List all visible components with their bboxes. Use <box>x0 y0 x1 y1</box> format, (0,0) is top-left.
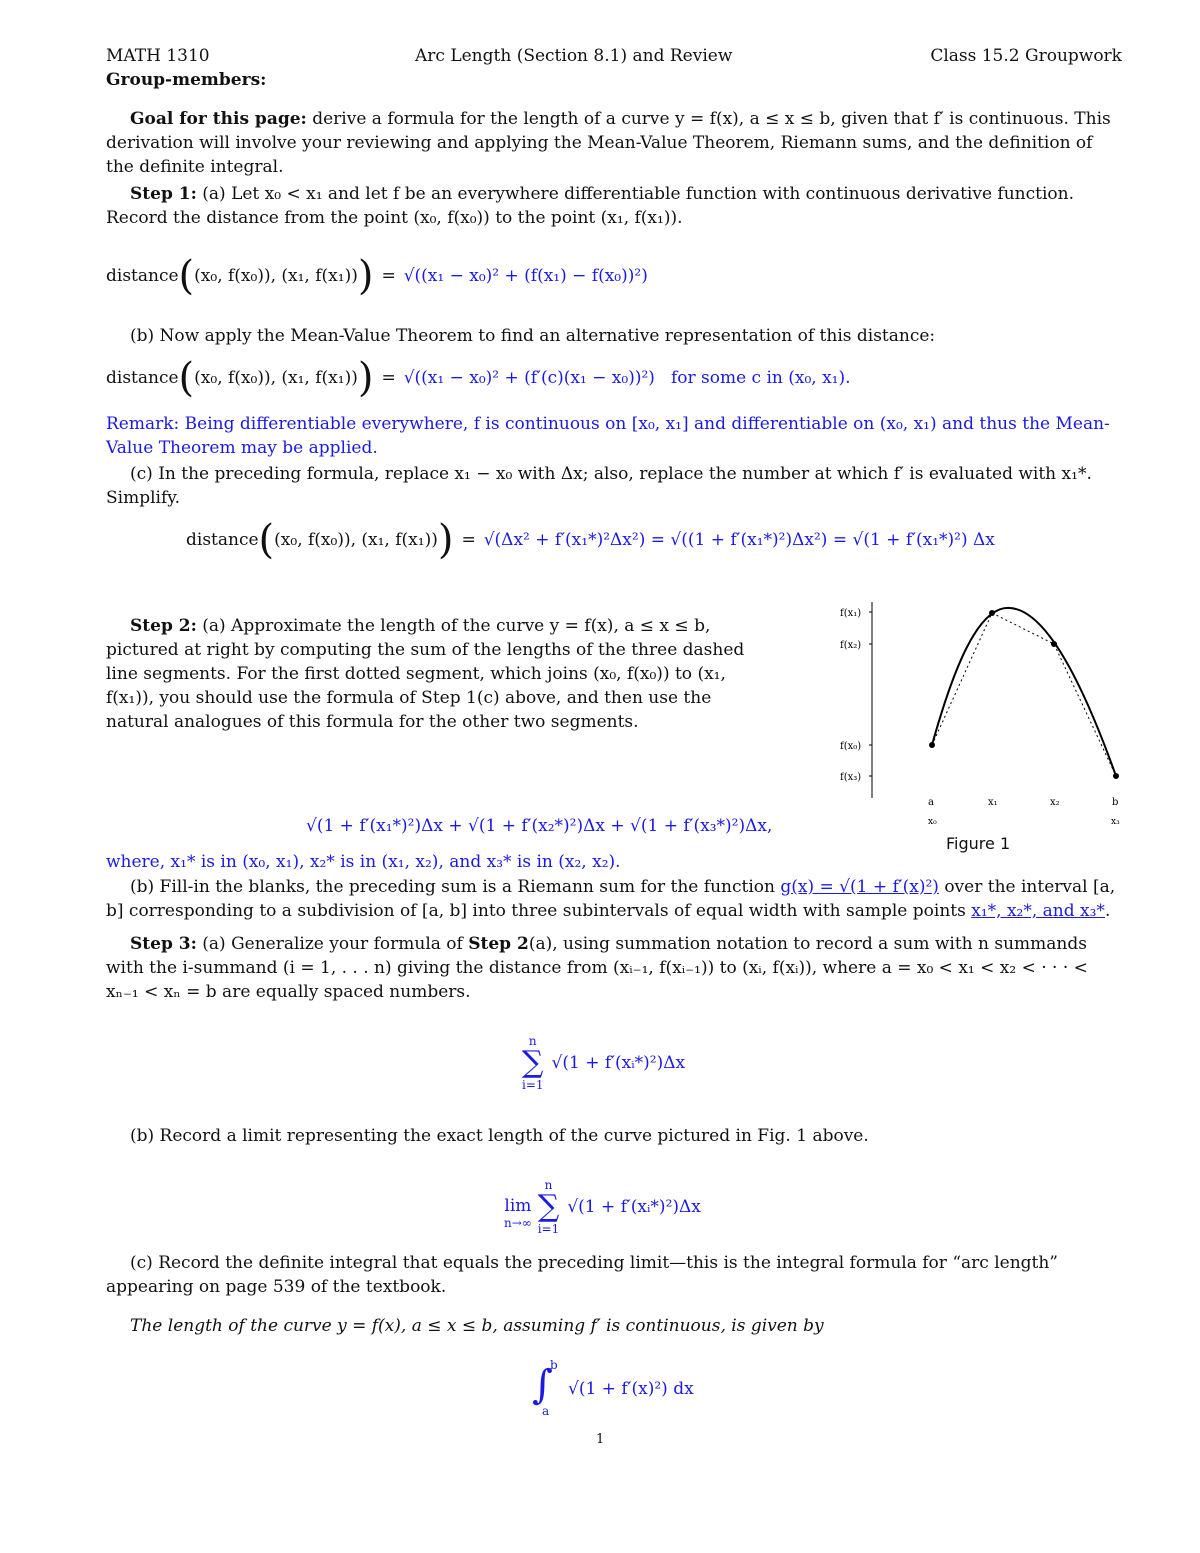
step2-b-func: g(x) = √(1 + f′(x)²) <box>780 877 939 897</box>
x-label-b: b <box>1112 797 1119 808</box>
step3-c-label: (c) Record the definite integral that equals the preceding limit—this is the integral formula for “arc length” appearing on page 539 of the textbook. <box>106 1253 1058 1297</box>
step1-b-answer: √((x₁ − x₀)² + (f′(c)(x₁ − x₀))²) <box>403 368 655 388</box>
step3-a-sum <box>522 1034 685 1092</box>
distance-word: distance <box>106 266 179 286</box>
step1-c-answer: √(Δx² + f′(x₁*)²Δx²) = √((1 + f′(x₁*)²)Δx²) = √(1 + f′(x₁*)²) Δx <box>483 530 995 550</box>
points-text: (x₀, f(x₀)), (x₁, f(x₁)) <box>274 530 438 550</box>
distance-word: distance <box>186 530 259 550</box>
step1-c-label: (c) In the preceding formula, replace x₁ − x₀ with Δx; also, replace the number at which f′ is evaluated with x₁*. Simplify. <box>106 464 1092 508</box>
page-number: 1 <box>596 1432 605 1447</box>
step2-b-points: x₁*, x₂*, and x₃* <box>971 901 1105 921</box>
step1-b-text <box>106 324 1122 348</box>
sum-symbol: n ∑ i=1 <box>522 1034 544 1092</box>
figure-caption: Figure 1 <box>946 834 1011 853</box>
step1-a-text: (a) Let x₀ < x₁ and let f be an everywhere differentiable function with continuous derivative function. Record the distance from the point (x₀, f(x₀)) to the point (x₁, f(x₁)). <box>106 184 1075 228</box>
step3-c-text <box>106 1251 1122 1299</box>
step2-label: Step 2: <box>130 616 197 636</box>
step3-a-paragraph <box>106 932 1122 1004</box>
dashed-segments <box>932 613 1116 776</box>
x-label-x1: x₁ <box>988 797 998 808</box>
step3-a-bold: Step 2 <box>468 934 529 954</box>
step1-a-formula: distance ( (x₀, f(x₀)), (x₁, f(x₁)) ) = √((x₁ − x₀)² + (f(x₁) − f(x₀))²) <box>106 253 648 299</box>
class-label: Class 15.2 Groupwork <box>930 46 1122 66</box>
point-x2 <box>1051 641 1057 647</box>
page-title: Arc Length (Section 8.1) and Review <box>415 46 733 66</box>
sum-top: n <box>528 1034 537 1048</box>
distance-word: distance <box>106 368 179 388</box>
sum-body: √(1 + f′(xᵢ*)²)Δx <box>551 1053 686 1073</box>
arc-length-integral <box>530 1358 694 1418</box>
step1-remark: Remark: Being differentiable everywhere, f is continuous on [x₀, x₁] and differentiable on (x₀, x₁) and thus the Mean-Value Theorem may be applied. <box>106 414 1110 458</box>
step3-a-text-2: (a), using summation notation to record a sum with n summands with the i-summand (i = 1, . . . n) giving the distance from (xᵢ₋₁, f(xᵢ₋₁)) to (xᵢ, f(xᵢ)), where a = x₀ < x₁ < x₂ < · · · < xₙ₋₁ < xₙ = b are equally spaced numbers. <box>106 934 1088 1002</box>
x-label-x3: x₃ <box>1111 817 1120 827</box>
step2-where: where, x₁* is in (x₀, x₁), x₂* is in (x₁, x₂), and x₃* is in (x₂, x₂). <box>106 852 621 872</box>
goal-text: derive a formula for the length of a curve y = f(x), a ≤ x ≤ b, given that f′ is continuous. This derivation will involve your reviewing and applying the Mean-Value Theorem, Riemann sums, and the definition of the definite integral. <box>106 109 1111 177</box>
step1-c-formula: distance ( (x₀, f(x₀)), (x₁, f(x₁)) ) = √(Δx² + f′(x₁*)²Δx²) = √((1 + f′(x₁*)²)Δx²) = √(1 + f′(x₁*)²) Δx <box>186 517 995 563</box>
step2-a-answer: √(1 + f′(x₁*)²)Δx + √(1 + f′(x₂*)²)Δx + √(1 + f′(x₃*)²)Δx, <box>306 816 773 836</box>
course-code: MATH 1310 <box>106 46 210 66</box>
figure-1 <box>838 600 1138 860</box>
lim-sub: n→∞ <box>504 1216 532 1230</box>
sum-symbol: n ∑ i=1 <box>537 1178 560 1236</box>
x-label-a: a <box>928 797 934 808</box>
curve <box>932 608 1116 776</box>
integral-symbol: ∫ b a <box>532 1358 558 1418</box>
x-label-x2: x₂ <box>1050 797 1060 808</box>
points-text: (x₀, f(x₀)), (x₁, f(x₁)) <box>194 368 358 388</box>
step1-b-formula: distance ( (x₀, f(x₀)), (x₁, f(x₁)) ) = √((x₁ − x₀)² + (f′(c)(x₁ − x₀))²) for some c in (x₀, x₁). <box>106 355 851 401</box>
step3-a-text-1: (a) Generalize your formula of <box>196 934 469 954</box>
step1-c-text <box>106 462 1122 510</box>
points-text: (x₀, f(x₀)), (x₁, f(x₁)) <box>194 266 358 286</box>
conclusion-text: The length of the curve y = f(x), a ≤ x ≤ b, assuming f′ is continuous, is given by <box>130 1316 824 1336</box>
int-top: b <box>550 1358 558 1372</box>
lim-body: √(1 + f′(xᵢ*)²)Δx <box>567 1197 701 1217</box>
point-x0 <box>929 742 935 748</box>
step1-a-answer: √((x₁ − x₀)² + (f(x₁) − f(x₀))²) <box>403 266 648 286</box>
goal-paragraph <box>106 107 1122 179</box>
x-label-x0: x₀ <box>928 817 937 827</box>
step3-b-label: (b) Record a limit representing the exact length of the curve pictured in Fig. 1 above. <box>130 1126 869 1146</box>
step1-b-label: (b) Now apply the Mean-Value Theorem to find an alternative representation of this distance: <box>130 326 936 346</box>
step3-b-text <box>106 1124 1122 1148</box>
step2-b-text-1: (b) Fill-in the blanks, the preceding sum is a Riemann sum for the function <box>130 877 781 897</box>
y-label-fx3: f(x₃) <box>840 772 862 783</box>
sum-bottom: i=1 <box>537 1222 560 1236</box>
step3-b-limit <box>504 1178 701 1236</box>
step2-a-text: (a) Approximate the length of the curve y = f(x), a ≤ x ≤ b, pictured at right by computing the sum of the lengths of the three dashed line segments. For the first dotted segment, which joins (x₀, f(x₀)) to (x₁, f(x₁)), you should use the formula of Step 1(c) above, and then use the natural analogues of this formula for the other two segments. <box>106 616 745 732</box>
step2-a-paragraph <box>106 614 766 734</box>
lim-word: lim <box>504 1196 532 1216</box>
point-x1 <box>989 610 995 616</box>
int-bottom: a <box>542 1404 550 1418</box>
sum-bottom: i=1 <box>522 1078 544 1092</box>
int-body: √(1 + f′(x)²) dx <box>568 1379 694 1399</box>
y-label-fx2: f(x₂) <box>840 640 862 651</box>
y-label-fx1: f(x₁) <box>840 608 862 619</box>
step1-a-paragraph <box>106 182 1122 230</box>
lim-block <box>504 1196 532 1230</box>
step3-label: Step 3: <box>130 934 197 954</box>
point-x3 <box>1113 773 1119 779</box>
sum-top: n <box>544 1178 553 1192</box>
curve-figure <box>838 600 1138 830</box>
group-members-label: Group-members: <box>106 70 267 90</box>
step2-b-end: . <box>1104 901 1111 921</box>
goal-label: Goal for this page: <box>130 109 307 129</box>
step2-b-paragraph <box>106 875 1122 923</box>
step1-b-suffix: for some c in (x₀, x₁). <box>670 368 851 388</box>
step1-label: Step 1: <box>130 184 197 204</box>
y-label-fx0: f(x₀) <box>840 741 862 752</box>
step2-b-text-2: over the interval [a, b] corresponding to a subdivision of [a, b] into three subintervals of equal width with sample points <box>106 877 1116 921</box>
